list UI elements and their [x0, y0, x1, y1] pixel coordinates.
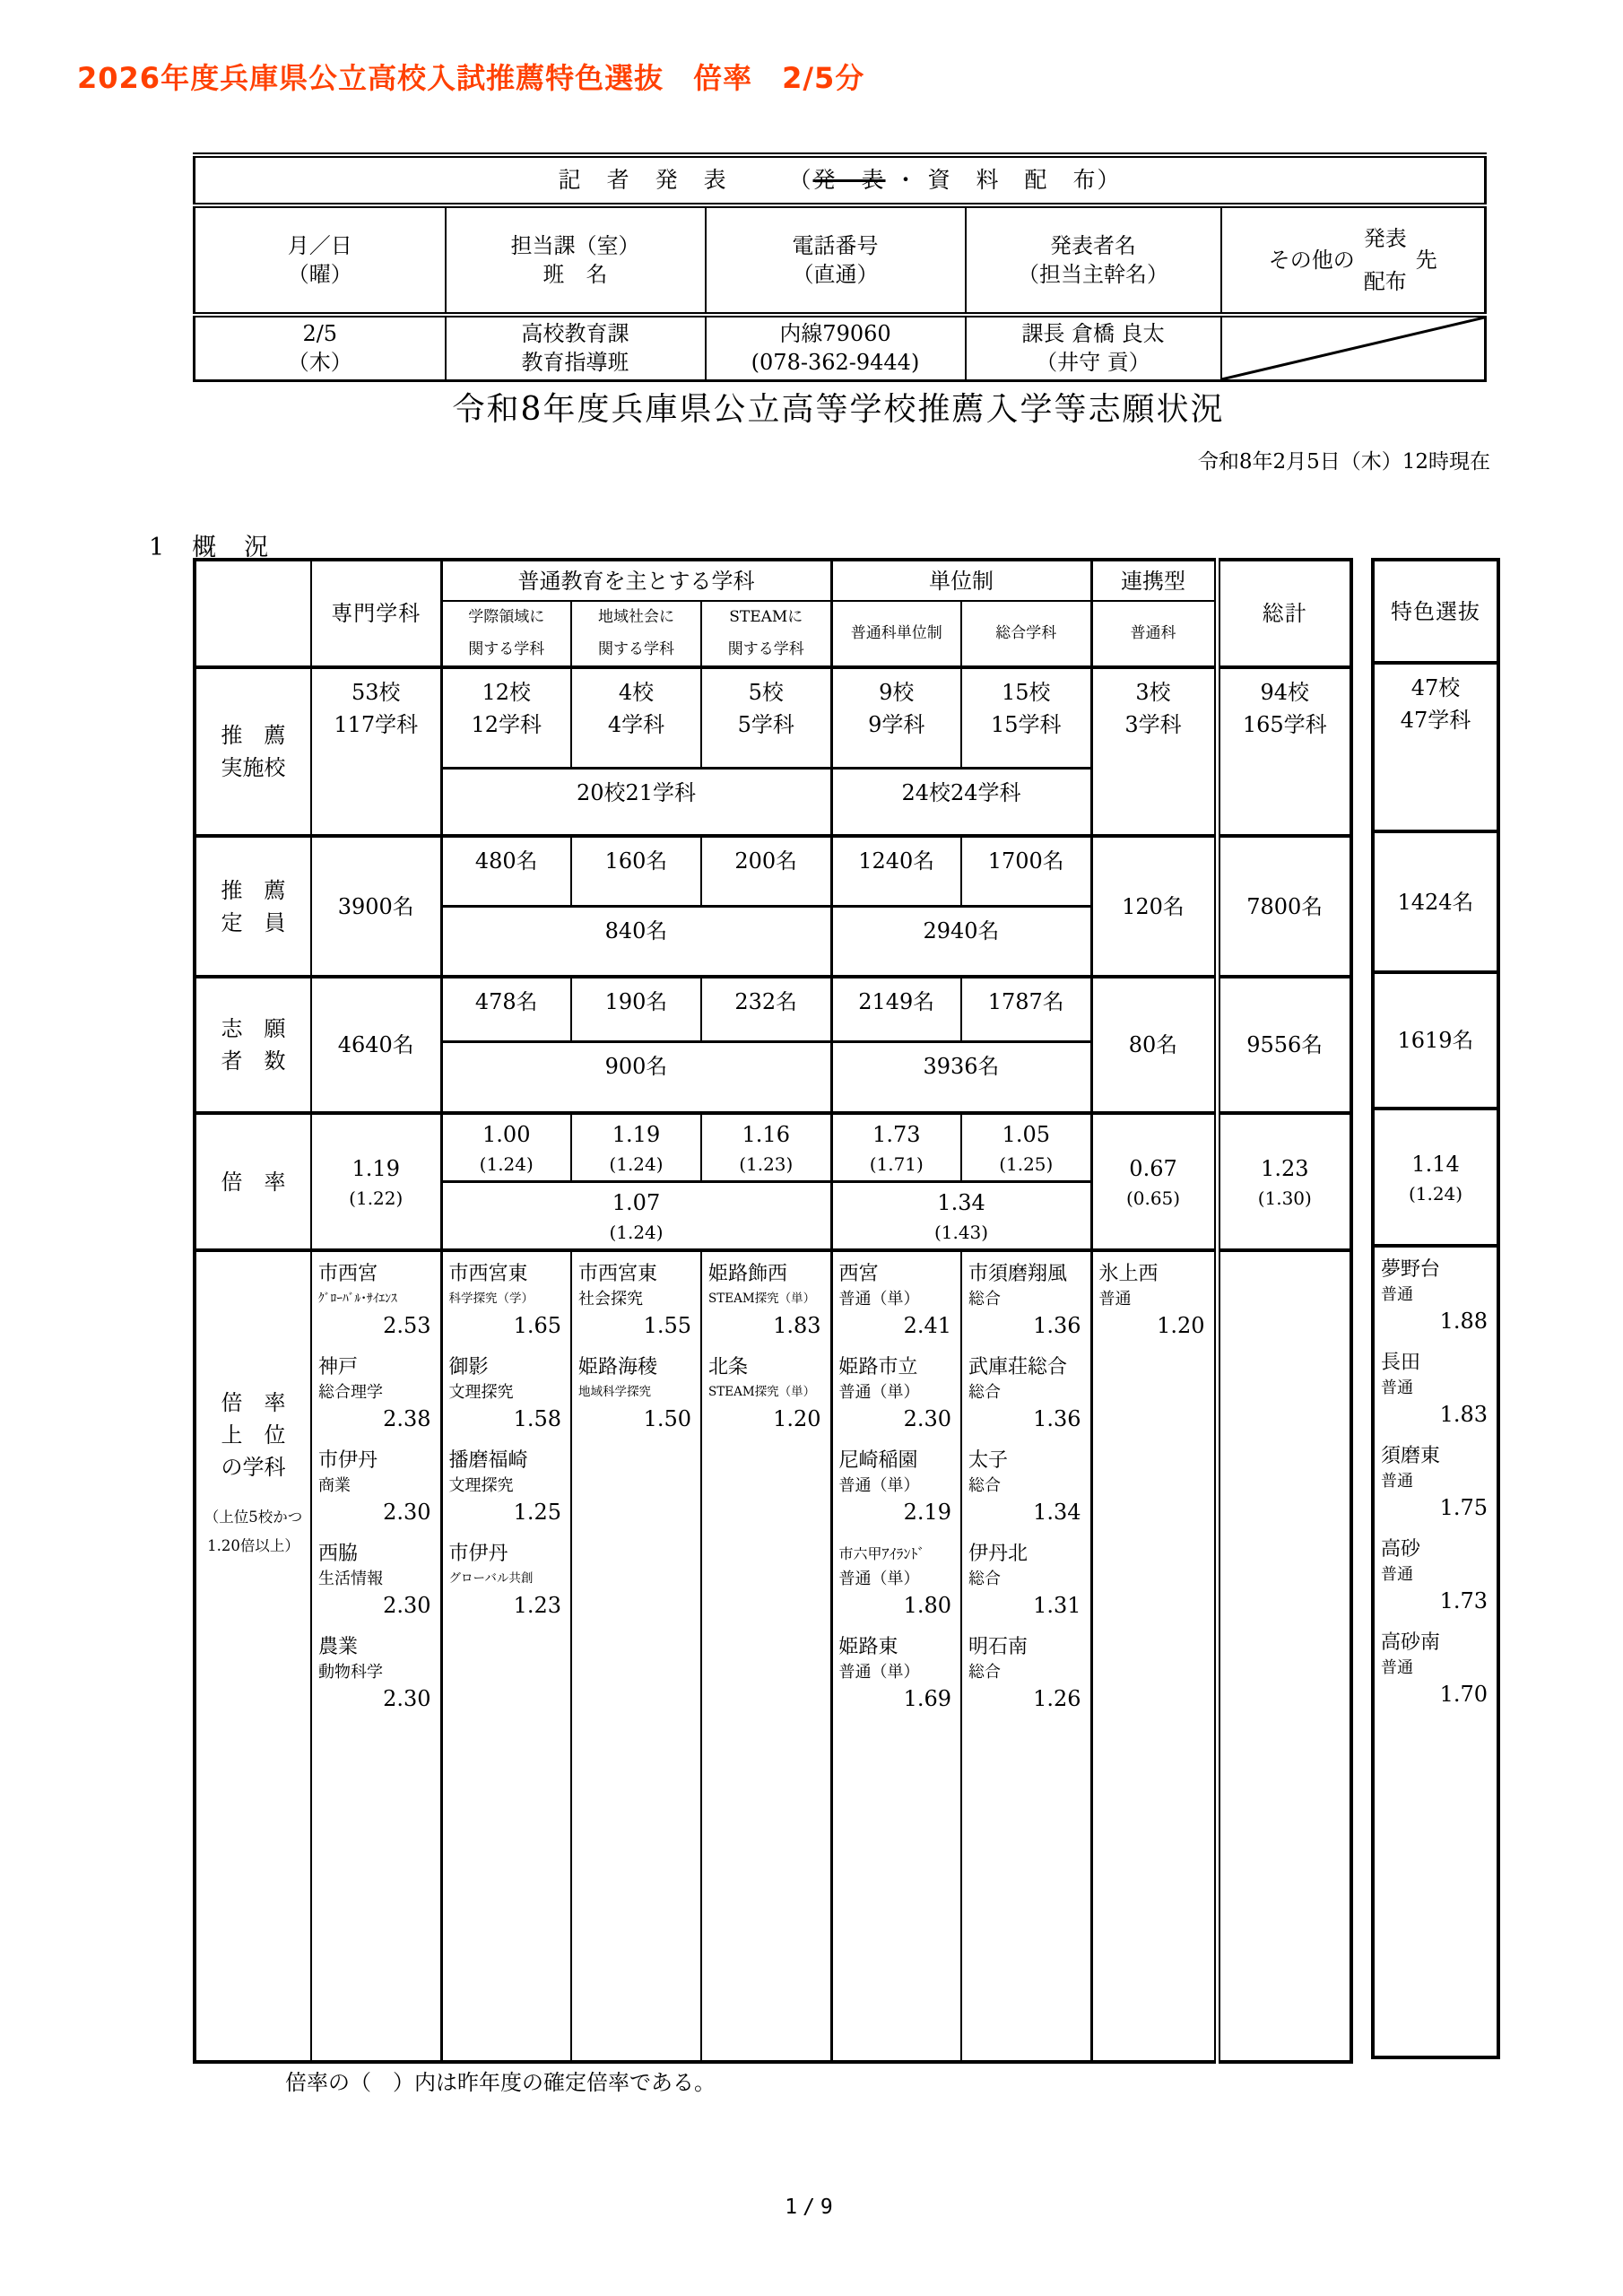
ranking-ratio: 1.23 [513, 1593, 561, 1619]
press-release-table [193, 152, 1487, 382]
ranking-school: 高砂 [1381, 1538, 1421, 1561]
diagonal-line [1222, 317, 1485, 379]
ranking-school: 御影 [448, 1356, 489, 1379]
ranking-entry [702, 1261, 830, 1354]
press-header-phone: 電話番号 （直通） [706, 205, 966, 315]
ranking-entry [962, 1634, 1090, 1727]
ranking-ratio: 1.65 [513, 1313, 561, 1339]
ranking-school: 高砂南 [1381, 1631, 1441, 1654]
header-sub-steam: STEAMに 関する学科 [701, 601, 831, 667]
ranking-entry [572, 1261, 700, 1354]
ranking-school: 市伊丹 [448, 1543, 508, 1566]
cell-shigan-sogo: 1787名 [961, 977, 1091, 1041]
ranking-tokushoku [1373, 1246, 1498, 2057]
ranking-ratio: 1.26 [1033, 1686, 1081, 1712]
ranking-dept: 総合理学 [318, 1383, 383, 1403]
ranking-entry [443, 1448, 571, 1541]
overview-table [193, 558, 1353, 2064]
overview-tables [193, 558, 1500, 2064]
ranking-entry [443, 1354, 571, 1448]
ranking-steam [701, 1250, 831, 2062]
ranking-entry [312, 1448, 440, 1541]
ranking-entry [833, 1448, 961, 1541]
ranking-ratio: 1.73 [1439, 1587, 1488, 1613]
ranking-dept: 普通 [1381, 1471, 1414, 1491]
ranking-school: 長田 [1381, 1352, 1421, 1374]
cell-shigan-tanii: 2149名 [831, 977, 961, 1041]
ranking-dept: 普通 [1381, 1378, 1414, 1397]
ranking-note: （上位5校かつ 1.20倍以上） [204, 1509, 303, 1554]
cell-teiin-renkei: 120名 [1091, 836, 1217, 977]
ranking-entry [962, 1354, 1090, 1448]
cell-shigan-gakusai: 478名 [441, 977, 571, 1041]
ranking-entry [312, 1541, 440, 1634]
ranking-entry [443, 1261, 571, 1354]
ranking-school: 市須磨翔風 [968, 1263, 1068, 1286]
ranking-ratio: 1.34 [1033, 1500, 1081, 1526]
cell-jisshiko-sogo: 15校 15学科 [961, 667, 1091, 768]
ranking-dept: 地域科学探究 [578, 1385, 651, 1400]
ranking-ratio: 1.36 [1033, 1313, 1081, 1339]
ranking-dept: 普通（単） [838, 1290, 920, 1309]
press-value-section: 高校教育課 教育指導班 [446, 315, 706, 380]
ranking-ratio: 2.38 [383, 1406, 431, 1432]
press-value-phone: 内線79060 (078-362-9444) [706, 315, 966, 380]
ranking-entry [443, 1541, 571, 1634]
ranking-dept: 総合 [968, 1476, 1002, 1496]
header-group-tanisei: 単位制 [831, 560, 1091, 601]
ranking-chiiki [571, 1250, 701, 2062]
ranking-school: 市六甲ｱｲﾗﾝﾄﾞ [838, 1545, 925, 1563]
ranking-ratio: 1.70 [1439, 1681, 1488, 1707]
cell-bairitsu-steam: 1.16 (1.23) [701, 1113, 831, 1181]
cell-jisshiko-total: 94校 165学科 [1217, 667, 1351, 836]
header-sub-renkei-futsu: 普通科 [1091, 601, 1217, 667]
ranking-entry [1375, 1536, 1497, 1630]
as-of-timestamp: 令和8年2月5日（木）12時現在 [1197, 450, 1490, 474]
ranking-dept: 普通 [1381, 1284, 1414, 1304]
cell-teiin-futsu-merged: 840名 [441, 906, 831, 977]
ranking-ratio: 1.31 [1033, 1593, 1081, 1619]
ranking-school: 太子 [968, 1449, 1009, 1473]
ranking-entry [833, 1541, 961, 1634]
ranking-dept: 商業 [318, 1476, 351, 1496]
ranking-dept: 文理探究 [448, 1476, 514, 1496]
ranking-ratio: 1.83 [773, 1313, 821, 1339]
press-header-other-destinations: その他の 発表 配布 先 [1221, 205, 1486, 315]
press-header-date: 月／日 （曜） [195, 205, 446, 315]
ranking-ratio: 1.20 [1157, 1313, 1205, 1339]
ranking-dept: 普通（単） [838, 1383, 920, 1403]
ranking-entry [833, 1261, 961, 1354]
header-sub-gakusai: 学際領域に 関する学科 [441, 601, 571, 667]
cell-jisshiko-steam: 5校 5学科 [701, 667, 831, 768]
ranking-school: 姫路市立 [838, 1356, 918, 1379]
ranking-entry [1375, 1443, 1497, 1536]
ranking-ratio: 2.30 [383, 1593, 431, 1619]
page-number: 1/9 [785, 2196, 838, 2219]
row-label-teiin: 推 薦 定 員 [195, 836, 311, 977]
cell-tokushoku-jisshiko: 47校 47学科 [1373, 663, 1498, 831]
cell-teiin-gakusai: 480名 [441, 836, 571, 906]
ranking-entry [1375, 1350, 1497, 1443]
ranking-dept: 普通 [1381, 1657, 1414, 1677]
ranking-school: 姫路東 [838, 1636, 898, 1659]
section-heading: 1 概 況 [149, 534, 271, 561]
cell-bairitsu-tani-merged: 1.34 (1.43) [831, 1181, 1091, 1250]
ranking-entry [962, 1261, 1090, 1354]
cell-shigan-renkei: 80名 [1091, 977, 1217, 1113]
press-value-date: 2/5 （木） [195, 315, 446, 380]
ranking-ratio: 1.83 [1439, 1401, 1488, 1427]
ranking-school: 尼崎稲園 [838, 1449, 918, 1473]
tokushoku-table [1371, 558, 1500, 2059]
cell-shigan-chiiki: 190名 [571, 977, 701, 1041]
ranking-gakusai [441, 1250, 571, 2062]
cell-shigan-steam: 232名 [701, 977, 831, 1041]
ranking-school: 氷上西 [1098, 1263, 1159, 1286]
cell-teiin-steam: 200名 [701, 836, 831, 906]
cell-shigan-tani-merged: 3936名 [831, 1041, 1091, 1113]
ranking-school: 西脇 [318, 1543, 359, 1566]
ranking-school: 武庫荘総合 [968, 1356, 1068, 1379]
ranking-dept: 普通（単） [838, 1476, 920, 1496]
header-tokushoku: 特色選抜 [1373, 560, 1498, 663]
cell-jisshiko-chiiki: 4校 4学科 [571, 667, 701, 768]
ranking-dept: 総合 [968, 1290, 1002, 1309]
cell-bairitsu-gakusai: 1.00 (1.24) [441, 1113, 571, 1181]
cell-jisshiko-senmon: 53校 117学科 [311, 667, 441, 836]
ranking-senmon [311, 1250, 441, 2062]
ranking-dept: 科学探究（学） [448, 1292, 534, 1307]
ranking-ratio: 2.30 [903, 1406, 952, 1432]
cell-jisshiko-renkei: 3校 3学科 [1091, 667, 1217, 836]
cell-teiin-senmon: 3900名 [311, 836, 441, 977]
ranking-school: 市西宮東 [448, 1263, 528, 1286]
ranking-ratio: 1.58 [513, 1406, 561, 1432]
ranking-school: 市西宮 [318, 1263, 378, 1286]
ranking-ratio: 1.50 [643, 1406, 691, 1432]
ranking-dept: ｸﾞﾛｰﾊﾞﾙ･ｻｲｴﾝｽ [318, 1292, 397, 1307]
press-header-presenter: 発表者名 （担当主幹名） [966, 205, 1221, 315]
footnote: 倍率の（ ）内は昨年度の確定倍率である。 [285, 2070, 716, 2095]
cell-teiin-tani-merged: 2940名 [831, 906, 1091, 977]
cell-teiin-tanii: 1240名 [831, 836, 961, 906]
cell-tokushoku-bairitsu: 1.14 (1.24) [1373, 1109, 1498, 1246]
ranking-entry [833, 1634, 961, 1727]
ranking-ratio: 1.88 [1439, 1308, 1488, 1334]
ranking-entry [962, 1541, 1090, 1634]
ranking-dept: 動物科学 [318, 1663, 383, 1683]
ranking-dept: グローバル共創 [448, 1571, 534, 1587]
press-value-presenter: 課長 倉橋 良太 （井守 貢） [966, 315, 1221, 380]
header-group-renkei: 連携型 [1091, 560, 1217, 601]
press-title: 記 者 発 表 （発 表 ・ 資 料 配 布） [195, 155, 1486, 205]
ranking-dept: 総合 [968, 1383, 1002, 1403]
ranking-ratio: 1.80 [903, 1593, 952, 1619]
header-group-futsu: 普通教育を主とする学科 [441, 560, 831, 601]
ranking-ratio: 1.20 [773, 1406, 821, 1432]
ranking-entry [702, 1354, 830, 1448]
ranking-entry [312, 1634, 440, 1727]
ranking-entry [572, 1354, 700, 1448]
header-total: 総計 [1217, 560, 1351, 667]
cell-jisshiko-tani-merged: 24校24学科 [831, 768, 1091, 836]
ranking-school: 市西宮東 [578, 1263, 658, 1286]
ranking-dept: 文理探究 [448, 1383, 514, 1403]
cell-jisshiko-tanii: 9校 9学科 [831, 667, 961, 768]
cell-tokushoku-shigan: 1619名 [1373, 972, 1498, 1109]
ranking-dept: 生活情報 [318, 1570, 383, 1589]
cell-jisshiko-gakusai: 12校 12学科 [441, 667, 571, 768]
cell-jisshiko-futsu-merged: 20校21学科 [441, 768, 831, 836]
ranking-dept: 社会探究 [578, 1290, 643, 1309]
cell-tokushoku-teiin: 1424名 [1373, 831, 1498, 972]
cell-teiin-chiiki: 160名 [571, 836, 701, 906]
ranking-ratio: 2.41 [903, 1313, 952, 1339]
cell-bairitsu-sogo: 1.05 (1.25) [961, 1113, 1091, 1181]
ranking-school: 姫路飾西 [708, 1263, 788, 1286]
ranking-entry [1093, 1261, 1214, 1354]
header-sub-tanii: 普通科単位制 [831, 601, 961, 667]
press-value-other-diagonal [1221, 315, 1486, 380]
ranking-ratio: 2.30 [383, 1686, 431, 1712]
ranking-school: 神戸 [318, 1356, 359, 1379]
ranking-tanii [831, 1250, 961, 2062]
cell-bairitsu-renkei: 0.67 (0.65) [1091, 1113, 1217, 1250]
ranking-entry [962, 1448, 1090, 1541]
ranking-school: 須磨東 [1381, 1445, 1441, 1467]
header-sub-chiiki: 地域社会に 関する学科 [571, 601, 701, 667]
ranking-school: 夢野台 [1381, 1258, 1441, 1281]
ranking-school: 伊丹北 [968, 1543, 1028, 1566]
ranking-renkei [1091, 1250, 1217, 2062]
ranking-ratio: 1.25 [513, 1500, 561, 1526]
ranking-sogo [961, 1250, 1091, 2062]
ranking-ratio: 2.19 [903, 1500, 952, 1526]
cell-bairitsu-futsu-merged: 1.07 (1.24) [441, 1181, 831, 1250]
ranking-ratio: 2.53 [383, 1313, 431, 1339]
press-title-struck: 発 表 [812, 167, 886, 194]
cell-teiin-total: 7800名 [1217, 836, 1351, 977]
ranking-entry [312, 1354, 440, 1448]
ranking-entry [833, 1354, 961, 1448]
ranking-school: 西宮 [838, 1263, 879, 1286]
ranking-ratio: 2.30 [383, 1500, 431, 1526]
ranking-entry [1375, 1257, 1497, 1350]
cell-bairitsu-senmon: 1.19 (1.22) [311, 1113, 441, 1250]
cell-bairitsu-total: 1.23 (1.30) [1217, 1113, 1351, 1250]
cell-bairitsu-chiiki: 1.19 (1.24) [571, 1113, 701, 1181]
corner-cell [195, 560, 311, 667]
ranking-dept: 普通（単） [838, 1569, 920, 1588]
ranking-entry [1375, 1630, 1497, 1723]
doc-label: 2026年度兵庫県公立高校入試推薦特色選抜 倍率 2/5分 [77, 61, 865, 95]
cell-shigan-senmon: 4640名 [311, 977, 441, 1113]
ranking-dept: 普通 [1098, 1290, 1132, 1309]
row-label-jisshiko: 推 薦 実施校 [195, 667, 311, 836]
ranking-school: 市伊丹 [318, 1449, 378, 1473]
ranking-dept: 総合 [968, 1663, 1002, 1683]
ranking-ratio: 1.75 [1439, 1494, 1488, 1520]
press-header-section: 担当課（室） 班 名 [446, 205, 706, 315]
cell-shigan-total: 9556名 [1217, 977, 1351, 1113]
row-label-bairitsu: 倍 率 [195, 1113, 311, 1250]
ranking-dept: STEAM探究（単） [708, 1385, 816, 1400]
ranking-school: 農業 [318, 1636, 359, 1659]
ranking-dept: 普通（単） [838, 1663, 920, 1683]
row-label-ranking: 倍 率 上 位 の学科 （上位5校かつ 1.20倍以上） [195, 1250, 311, 2062]
ranking-ratio: 1.36 [1033, 1406, 1081, 1432]
cell-bairitsu-tanii: 1.73 (1.71) [831, 1113, 961, 1181]
ranking-school: 播磨福崎 [448, 1449, 528, 1473]
press-title-text: 記 者 発 表 [558, 167, 728, 194]
ranking-school: 北条 [708, 1356, 749, 1379]
cell-teiin-sogo: 1700名 [961, 836, 1091, 906]
ranking-ratio: 1.69 [903, 1686, 952, 1712]
ranking-total-empty [1217, 1250, 1351, 2062]
ranking-dept: 普通 [1381, 1564, 1414, 1584]
ranking-dept: STEAM探究（単） [708, 1292, 816, 1307]
ranking-entry [312, 1261, 440, 1354]
ranking-ratio: 1.55 [643, 1313, 691, 1339]
ranking-school: 明石南 [968, 1636, 1028, 1659]
header-senmon: 専門学科 [311, 560, 441, 667]
cell-shigan-futsu-merged: 900名 [441, 1041, 831, 1113]
row-label-shigan: 志 願 者 数 [195, 977, 311, 1113]
ranking-school: 姫路海稜 [578, 1356, 658, 1379]
main-title: 令和8年度兵庫県公立高等学校推薦入学等志願状況 [452, 391, 1225, 428]
header-sub-sogo: 総合学科 [961, 601, 1091, 667]
ranking-dept: 総合 [968, 1570, 1002, 1589]
